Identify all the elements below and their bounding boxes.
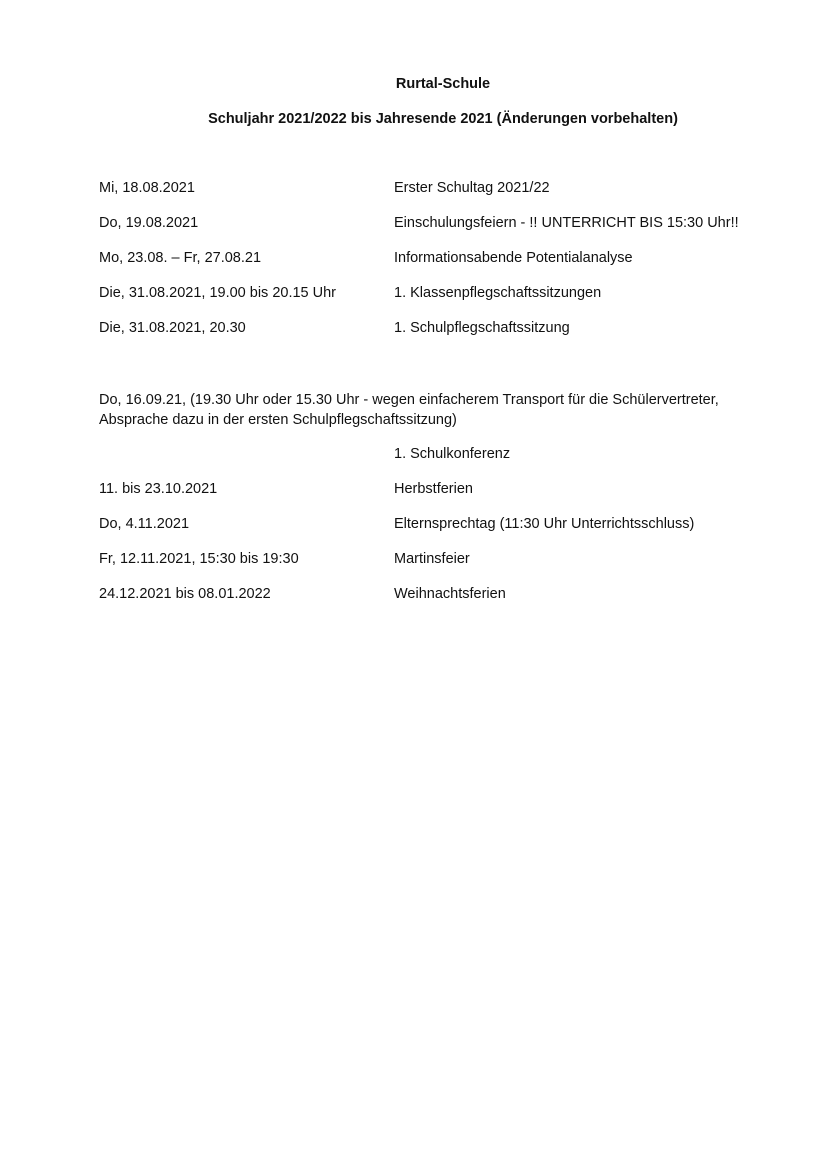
- schedule-row: [99, 250, 799, 270]
- document-subtitle: Schuljahr 2021/2022 bis Jahresende 2021 (Änderungen vorbehalten): [208, 111, 678, 127]
- schedule-event: Weihnachtsferien: [394, 586, 506, 602]
- schedule-row: [99, 551, 799, 571]
- schedule-date: 11. bis 23.10.2021: [99, 481, 218, 497]
- schedule-date: Do, 19.08.2021: [99, 215, 199, 231]
- school-name: Rurtal-Schule: [395, 76, 491, 92]
- note-line-2: Absprache dazu in der ersten Schulpflegschaftssitzung): [99, 412, 457, 428]
- schedule-date: 24.12.2021 bis 08.01.2022: [99, 586, 271, 602]
- schedule-date: Fr, 12.11.2021, 15:30 bis 19:30: [99, 551, 299, 567]
- schedule-event: 1. Schulpflegschaftssitzung: [394, 320, 570, 336]
- schedule-date: Do, 4.11.2021: [99, 516, 190, 532]
- schedule-event: Herbstferien: [394, 481, 473, 497]
- schedule-date: Mi, 18.08.2021: [99, 180, 195, 196]
- schedule-event: 1. Schulkonferenz: [394, 446, 511, 462]
- schedule-row: [99, 215, 799, 235]
- schedule-date: Die, 31.08.2021, 20.30: [99, 320, 246, 336]
- schedule-row: [99, 446, 799, 466]
- schedule-date: Mo, 23.08. – Fr, 27.08.21: [99, 250, 262, 266]
- schedule-event: 1. Klassenpflegschaftssitzungen: [394, 285, 602, 301]
- schulkonferenz-note: [99, 390, 759, 430]
- schedule-row: [99, 516, 799, 536]
- note-line-1: Do, 16.09.21, (19.30 Uhr oder 15.30 Uhr - wegen einfacherem Transport für die Schülervertreter,: [99, 392, 719, 408]
- schedule-row: [99, 285, 799, 305]
- schedule-event: Einschulungsfeiern - !! UNTERRICHT BIS 15:30 Uhr!!: [394, 215, 739, 231]
- schedule-event: Elternsprechtag (11:30 Uhr Unterrichtsschluss): [394, 516, 695, 532]
- schedule-row: [99, 481, 799, 501]
- schedule-row: [99, 586, 799, 606]
- schedule-event: Erster Schultag 2021/22: [394, 180, 550, 196]
- schedule-date: Die, 31.08.2021, 19.00 bis 20.15 Uhr: [99, 285, 336, 301]
- schedule-row: [99, 180, 799, 200]
- schedule-row: [99, 320, 799, 340]
- schedule-event: Informationsabende Potentialanalyse: [394, 250, 633, 266]
- schedule-event: Martinsfeier: [394, 551, 470, 567]
